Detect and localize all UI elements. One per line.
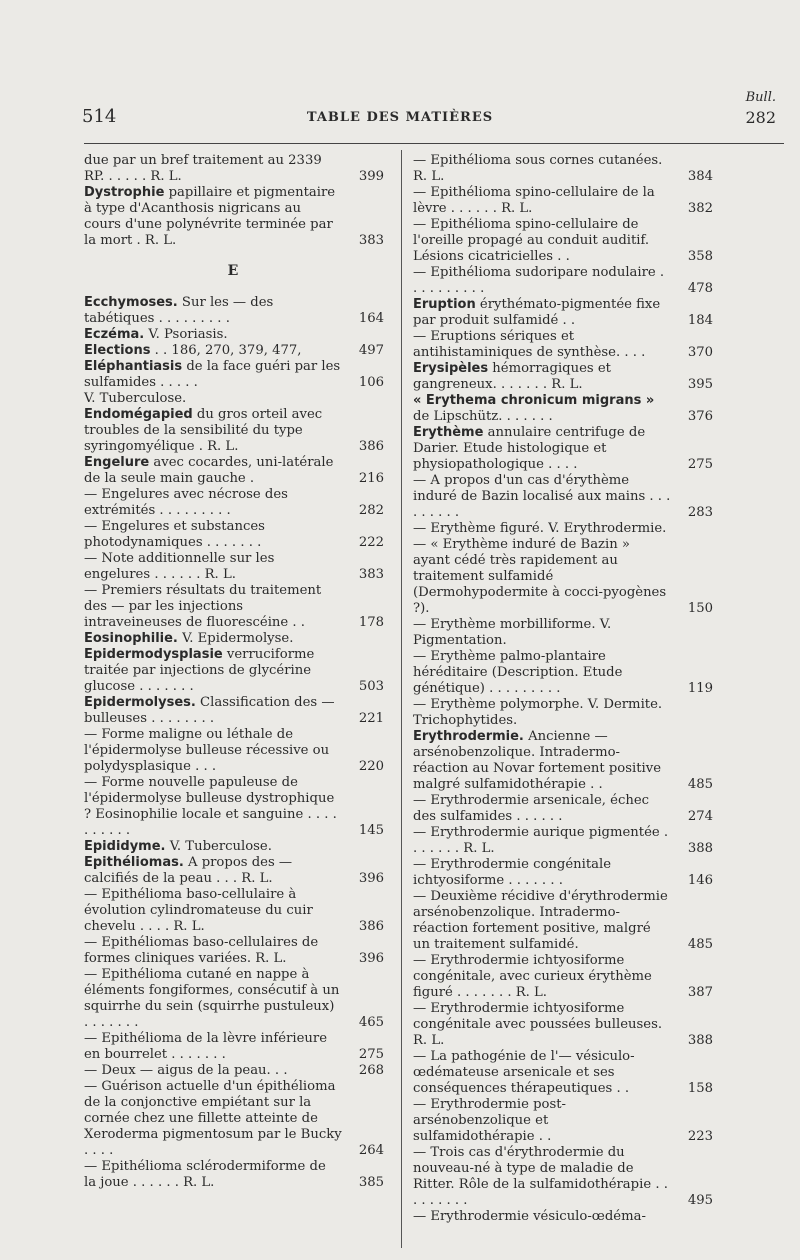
entry-text [413,473,671,521]
entry-page-number: 106 [358,375,384,390]
entry-text [84,327,342,343]
entry-description: — Premiers résultats du traitement des — par les injections intraveineuses de fluorescéine . . [84,583,322,630]
entry-description: — Epithélioma baso-cellulaire à évolution cylindromateuse du cuir chevelu . . . . R. L. [84,887,313,934]
column-divider [401,150,402,1248]
entry-description: — Erythème polymorphe. V. Dermite. Trichophytides. [413,697,663,728]
entry-page-number: 503 [358,679,384,694]
entry-keyword: Eosinophilie. [84,631,178,646]
index-entry [84,343,384,359]
entry-text [84,519,342,551]
index-entry [413,473,713,521]
entry-page-number: 282 [358,503,384,518]
entry-description: V. Tuberculose. [165,839,272,854]
entry-text [84,407,342,455]
entry-description: — Epithélioma sclérodermiforme de la joue . . . . . . R. L. [84,1159,326,1190]
index-entry [413,537,713,617]
index-entry [413,425,713,473]
entry-keyword: Ecchymoses. [84,295,178,310]
entry-description: de Lipschütz. . . . . . . [413,409,553,424]
index-entry [413,329,713,361]
entry-page-number: 383 [358,567,384,582]
entry-page-number: 178 [358,615,384,630]
entry-description: — Erythrodermie post-arsénobenzolique et sulfamidothérapie . . [413,1097,566,1144]
entry-text [84,487,342,519]
entry-page-number: 216 [358,471,384,486]
index-entry [84,695,384,727]
entry-description: — Epithélioma de la lèvre inférieure en bourrelet . . . . . . . [84,1031,328,1062]
entry-description: — Epithéliomas baso-cellulaires de formes cliniques variées. R. L. [84,935,319,966]
entry-text [413,1001,671,1049]
entry-description: . . 186, 270, 379, 477, [150,343,302,358]
entry-text [413,153,671,185]
entry-text [413,825,671,857]
index-entry [84,327,384,343]
index-entry [84,455,384,487]
entry-description: papillaire et pigmentaire à type d'Acanthosis nigricans au cours d'une polynévrite terminée par la mort . R. L. [84,185,336,248]
entry-text [413,793,671,825]
page-title: TABLE DES MATIÈRES [306,110,494,125]
entry-keyword: Eléphantiasis [84,359,183,374]
entry-text [84,1079,342,1159]
index-entry [84,359,384,391]
entry-page-number: 385 [358,1175,384,1190]
entry-page-number: 388 [687,841,713,856]
entry-description: — Engelures et substances photodynamiques . . . . . . . [84,519,265,550]
entry-text [84,295,342,327]
entry-description: — Epithélioma spino-cellulaire de la lèvre . . . . . . R. L. [413,185,655,216]
entry-description: — Forme maligne ou léthale de l'épidermolyse bulleuse récessive ou polydysplasique . . . [84,727,330,774]
entry-page-number: 358 [687,249,713,264]
entry-text [84,359,342,391]
entry-text [84,583,342,631]
index-entry [84,631,384,647]
index-entry [413,265,713,297]
entry-text [84,647,342,695]
index-entry [84,1159,384,1191]
entry-page-number: 396 [358,951,384,966]
entry-page-number: 264 [358,1143,384,1158]
entry-description: Classification des — bulleuses . . . . . . . . [84,695,335,726]
entry-description: — Erythrodermie vésiculo-œdéma- [413,1209,646,1224]
entry-text [413,1209,671,1225]
left-column [84,153,384,1191]
entry-description: — Forme nouvelle papuleuse de l'épidermolyse bulleuse dystrophique ? Eosinophilie locale et sanguine . . . . . . . . . . [84,775,337,838]
index-entry [413,361,713,393]
entry-page-number: 220 [358,759,384,774]
entry-text [413,521,671,537]
entry-page-number: 478 [687,281,713,296]
entry-description: — Erythrodermie arsenicale, échec des sulfamides . . . . . . [413,793,650,824]
entry-page-number: 399 [358,169,384,184]
entry-text [413,1145,671,1209]
entry-description: — Eruptions sériques et antihistaminiques de synthèse. . . . [413,329,646,360]
entry-description: V. Psoriasis. [144,327,228,342]
index-entry [413,617,713,649]
entry-description: A propos des — calcifiés de la peau . . . R. L. [84,855,293,886]
entry-description: — Erythrodermie ichtyosiforme congénitale, avec curieux érythème figuré . . . . . . . R. L. [413,953,652,1000]
entry-page-number: 268 [358,1063,384,1078]
section-letter: E [227,263,241,279]
index-entry [413,1097,713,1145]
entry-text [84,185,342,249]
entry-page-number: 274 [687,809,713,824]
index-entry [84,583,384,631]
entry-text [84,695,342,727]
entry-keyword: « Erythema chronicum migrans » [413,393,655,408]
bull-label: Bull. [745,90,776,105]
entry-description: — Erythème figuré. V. Erythrodermie. [413,521,667,536]
entry-description: avec cocardes, uni-latérale de la seule main gauche . [84,455,334,486]
index-entry [84,1079,384,1159]
entry-page-number: 386 [358,439,384,454]
entry-description: — Erythrodermie aurique pigmentée . . . . . . . R. L. [413,825,669,856]
entry-description: verruciforme traitée par injections de glycérine glucose . . . . . . . [84,647,315,694]
entry-page-number: 119 [687,681,713,696]
entry-description: hémorragiques et gangreneux. . . . . . . R. L. [413,361,611,392]
entry-page-number: 164 [358,311,384,326]
index-entry [84,487,384,519]
entry-text [84,1031,342,1063]
entry-description: — Engelures avec nécrose des extrémités . . . . . . . . . [84,487,288,518]
entry-text [413,537,671,617]
index-entry [84,887,384,935]
entry-text [84,1159,342,1191]
entry-text [413,617,671,649]
entry-page-number: 382 [687,201,713,216]
entry-page-number: 223 [687,1129,713,1144]
index-entry [84,185,384,249]
entry-description: Sur les — des tabétiques . . . . . . . . . [84,295,274,326]
entry-text [413,889,671,953]
entry-text [84,887,342,935]
entry-description: — Epithélioma sous cornes cutanées. R. L. [413,153,663,184]
index-entry [413,729,713,793]
entry-text [413,649,671,697]
entry-keyword: Erythème [413,425,484,440]
index-entry [413,1145,713,1209]
entry-description: — Deuxième récidive d'érythrodermie arsénobenzolique. Intradermo-réaction fortement positive, malgré un traitement sulfamidé. [413,889,668,952]
entry-page-number: 275 [358,1047,384,1062]
entry-description: — « Erythème induré de Bazin » ayant cédé très rapidement au traitement sulfamidé (Dermohypodermite à cocci-pyogènes ?). [413,537,667,616]
index-entry [413,793,713,825]
index-entry [84,839,384,855]
header-rule [84,143,784,144]
index-entry [84,935,384,967]
entry-page-number: 384 [687,169,713,184]
entry-description: de la face guéri par les sulfamides . . . . . [84,359,341,390]
entry-description: — A propos d'un cas d'érythème induré de Bazin localisé aux mains . . . . . . . . . [413,473,671,520]
index-entry [413,857,713,889]
index-entry [84,1063,384,1079]
index-entry [84,727,384,775]
entry-description: — Erythrodermie congénitale ichtyosiforme . . . . . . . [413,857,612,888]
entry-text [413,217,671,265]
entry-page-number: 222 [358,535,384,550]
entry-text [84,775,342,839]
index-entry [413,217,713,265]
entry-text [413,953,671,1001]
entry-page-number: 485 [687,937,713,952]
entry-text [413,1097,671,1145]
entry-text [84,551,342,583]
index-entry [413,153,713,185]
entry-text [84,727,342,775]
entry-text [413,265,671,297]
entry-keyword: Epithéliomas. [84,855,184,870]
entry-keyword: Erysipèles [413,361,489,376]
index-entry [84,391,384,407]
entry-keyword: Epidermolyses. [84,695,196,710]
entry-description: V. Epidermolyse. [177,631,294,646]
entry-description: Ancienne — arsénobenzolique. Intradermo-réaction au Novar fortement positive malgré sulfamidothérapie . . [413,729,661,792]
entry-page-number: 386 [358,919,384,934]
entry-keyword: Endomégapied [84,407,193,422]
entry-page-number: 275 [687,457,713,472]
entry-description: — Epithélioma cutané en nappe à éléments fongiformes, consécutif à un squirrhe du sein (squirrhe pustuleux) . . . . . . . [84,967,340,1030]
entry-text [84,855,342,887]
entry-text [84,153,342,185]
index-entry [413,889,713,953]
entry-page-number: 376 [687,409,713,424]
entry-description: — Erythrodermie ichtyosiforme congénitale avec poussées bulleuses. R. L. [413,1001,663,1048]
right-column [413,153,713,1225]
entry-description: — Epithélioma spino-cellulaire de l'oreille propagé au conduit auditif. Lésions cicatricielles . . [413,217,650,264]
entry-page-number: 388 [687,1033,713,1048]
entry-text [84,935,342,967]
entry-description: — La pathogénie de l'— vésiculo-œdémateuse arsenicale et ses conséquences thérapeutiques . . [413,1049,635,1096]
entry-text [84,631,342,647]
index-entry [413,521,713,537]
entry-description: — Erythème morbilliforme. V. Pigmentation. [413,617,612,648]
entry-page-number: 387 [687,985,713,1000]
index-entry [84,519,384,551]
entry-text [413,425,671,473]
index-entry [413,185,713,217]
index-entry [84,775,384,839]
entry-text [84,455,342,487]
index-entry [84,153,384,185]
entry-page-number: 485 [687,777,713,792]
index-entry [413,1049,713,1097]
entry-description: due par un bref traitement au 2339 RP. . . . . . R. L. [84,153,322,184]
page-header [0,88,800,138]
entry-description: — Note additionnelle sur les engelures . . . . . . R. L. [84,551,275,582]
entry-text [413,361,671,393]
entry-text [413,729,671,793]
entry-keyword: Engelure [84,455,150,470]
entry-description: — Guérison actuelle d'un épithélioma de la conjonctive empiétant sur la cornée chez une fillette atteinte de Xeroderma pigmentosum par le Bucky . . . . [84,1079,342,1158]
entry-page-number: 396 [358,871,384,886]
entry-text [413,297,671,329]
entry-text [84,967,342,1031]
entry-text [413,1049,671,1097]
entry-page-number: 184 [687,313,713,328]
entry-keyword: Erythrodermie. [413,729,524,744]
entry-text [84,1063,342,1079]
page-number: 514 [82,106,117,127]
entry-page-number: 146 [687,873,713,888]
entry-text [413,697,671,729]
entry-page-number: 497 [358,343,384,358]
entry-keyword: Eruption [413,297,476,312]
entry-page-number: 150 [687,601,713,616]
index-entry [413,649,713,697]
entry-keyword: Epidermodysplasie [84,647,223,662]
entry-text [84,839,342,855]
entry-page-number: 283 [687,505,713,520]
entry-text [84,391,342,407]
entry-keyword: Epididyme. [84,839,166,854]
index-entry [413,953,713,1001]
bull-number: 282 [745,108,776,127]
entry-description: — Trois cas d'érythrodermie du nouveau-né à type de maladie de Ritter. Rôle de la sulfamidothérapie . . . . . . . . . [413,1145,668,1208]
entry-description: — Erythème palmo-plantaire héréditaire (Description. Etude génétique) . . . . . . . . . [413,649,623,696]
entry-description: — Deux — aigus de la peau. . . [84,1063,288,1078]
entry-text [413,185,671,217]
index-entry [413,825,713,857]
index-entry [84,295,384,327]
index-entry [413,1209,713,1225]
index-entry [84,967,384,1031]
entry-description: du gros orteil avec troubles de la sensibilité du type syringomyélique . R. L. [84,407,323,454]
index-entry [413,297,713,329]
entry-keyword: Elections [84,343,151,358]
entry-description: — Epithélioma sudoripare nodulaire . . . . . . . . . . [413,265,665,296]
entry-description: érythémato-pigmentée fixe par produit sulfamidé . . [413,297,661,328]
index-entry [413,697,713,729]
index-entry [84,1031,384,1063]
index-entry [413,1001,713,1049]
entry-page-number: 221 [358,711,384,726]
entry-page-number: 158 [687,1081,713,1096]
index-entry [413,393,713,425]
entry-page-number: 383 [358,233,384,248]
entry-page-number: 145 [358,823,384,838]
entry-text [413,857,671,889]
entry-page-number: 370 [687,345,713,360]
entry-page-number: 395 [687,377,713,392]
entry-description: annulaire centrifuge de Darier. Etude histologique et physiopathologique . . . . [413,425,646,472]
entry-text [413,393,671,425]
index-entry [84,855,384,887]
entry-page-number: 465 [358,1015,384,1030]
entry-text [84,343,342,359]
index-entry [84,647,384,695]
entry-page-number: 495 [687,1193,713,1208]
entry-keyword: Eczéma. [84,327,145,342]
entry-text [413,329,671,361]
entry-keyword: Dystrophie [84,185,165,200]
index-entry [84,551,384,583]
entry-description: V. Tuberculose. [84,391,187,406]
index-entry [84,407,384,455]
